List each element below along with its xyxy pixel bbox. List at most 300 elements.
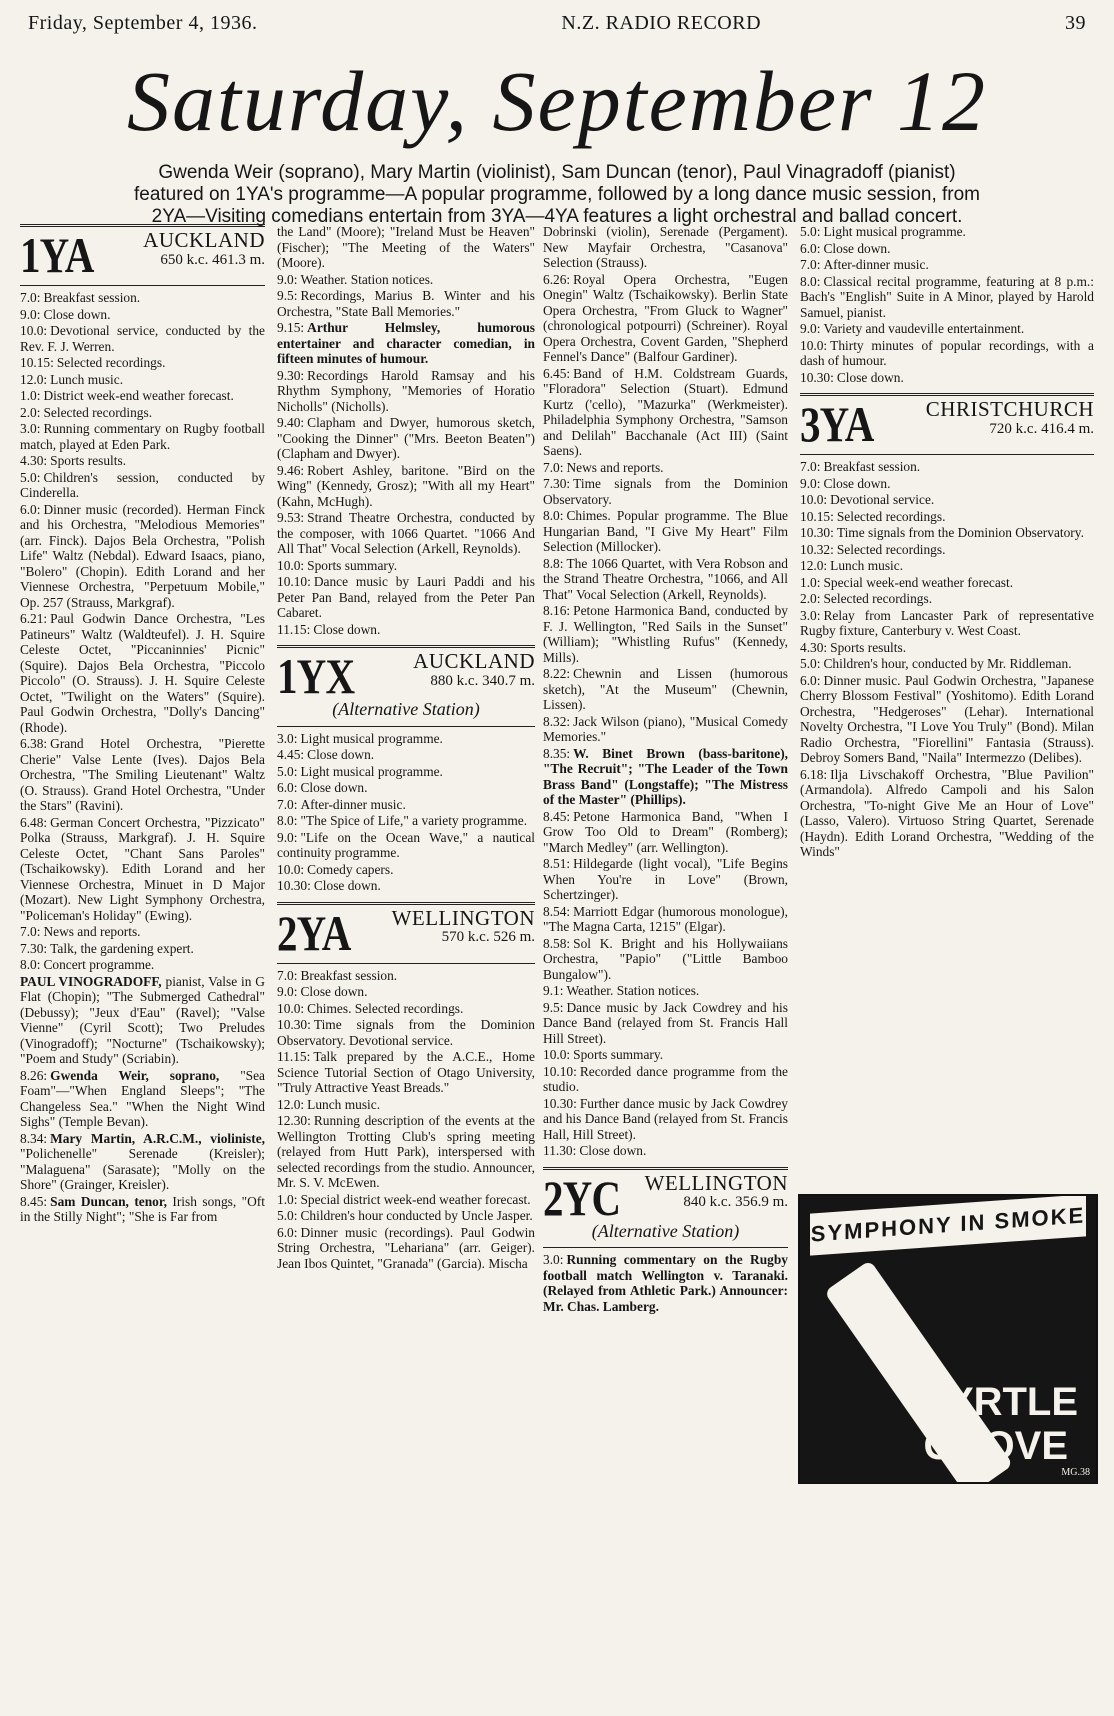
programme-item [277, 368, 535, 415]
programme-item [800, 575, 1094, 591]
programme-time: 10.10: [277, 574, 311, 589]
programme-time: 10.30: [800, 525, 834, 540]
programme-featured: Sam Duncan, tenor, [50, 1193, 167, 1209]
programme-time: 10.0: [543, 1047, 571, 1062]
programme-text: Lunch music. [50, 371, 124, 387]
programme-item [800, 542, 1094, 558]
programme-featured: PAUL VINOGRADOFF, [20, 973, 162, 989]
programme-time: 3.0: [543, 1252, 564, 1267]
programme-text: After-dinner music. [300, 796, 406, 812]
programme-item [543, 460, 788, 476]
programme-item [543, 666, 788, 713]
programme-time: 9.0: [277, 984, 298, 999]
programme-item [20, 1068, 265, 1130]
programme-time: 1.0: [277, 1191, 298, 1207]
programme-item [277, 1192, 535, 1208]
programme-item [277, 320, 535, 367]
programme-text: Strand Theatre Orchestra, conducted by the composer, with 1066 Quartet. "1066 And All That" Vocal Selection (Arkell, Reynolds). [277, 510, 535, 556]
programme-item [543, 936, 788, 983]
programme-item [20, 388, 265, 404]
programme-time: 6.26: [543, 271, 571, 287]
programme-time: 9.46: [277, 462, 305, 478]
programme-time: 5.0: [800, 656, 821, 671]
programme-time: 10.30: [277, 1017, 311, 1032]
programme-text: Talk, the gardening expert. [50, 940, 194, 956]
programme-item [800, 492, 1094, 508]
programme-time: 9.0: [277, 829, 298, 845]
programme-time: 5.0: [277, 763, 298, 779]
station-note: (Alternative Station) [591, 1220, 740, 1241]
programme-text: Close down. [43, 306, 111, 322]
programme-item [800, 656, 1094, 672]
programme-text: Special week-end weather forecast. [823, 574, 1014, 590]
programme-item [20, 1194, 265, 1225]
programme-item [800, 558, 1094, 574]
programme-text: German Concert Orchestra, "Pizzicato" Polka (Strauss, Markgraf). J. H. Squire Celeste Octet, "Chant Sans Paroles" (Tschaikowsky). Edith Lorand and her Viennese Orchestra, Minuet in D Major (Mozart). New Light Symphony Orchestra, "Policeman's Holiday" (Ewing). [20, 814, 265, 923]
programme-item [277, 878, 535, 894]
station-city: WELLINGTON [391, 905, 535, 930]
programme-time: 7.30: [543, 476, 571, 491]
programme-item [543, 476, 788, 507]
programme-text: "The Spice of Life," a variety programme. [300, 813, 528, 828]
programme-item [277, 780, 535, 796]
programme-text: Dinner music. Paul Godwin Orchestra, "Japanese Cherry Blossom Festival" (Yoshitomo). Edith Lorand Orchestra, "Hedgeroses" (Lehar). International Novelty Orchestra, "I Love You Truly" (Bond). Milan Radio Orchestra, "Fiorellini" Fantasia (Strauss). Debroy Somers Band, "Naila" Intermezzo (Delibes). [800, 672, 1094, 765]
programme-time: 6.38: [20, 736, 48, 751]
programme-text: Sports summary. [307, 557, 398, 573]
programme-time: 10.32: [800, 541, 834, 557]
programme-time: 8.0: [543, 508, 564, 523]
programme-text: Chimes. Selected recordings. [307, 1000, 464, 1016]
programme-time: 6.0: [277, 1224, 298, 1240]
programme-featured: Mary Martin, A.R.C.M., violiniste, [50, 1130, 265, 1146]
programme-text: Close down. [300, 984, 368, 999]
programme-item [800, 338, 1094, 369]
programme-text: Sol K. Bright and his Hollywaiians Orchestra, "Papio" ("Little Bamboo Bungalow"). [543, 935, 788, 982]
station-city: AUCKLAND [143, 228, 265, 252]
programme-item [277, 1225, 535, 1272]
divider [800, 454, 1094, 455]
programme-time: 6.45: [543, 365, 571, 381]
programme-time: 12.30: [277, 1113, 311, 1128]
programme-item [543, 1064, 788, 1095]
programme-featured: Running commentary on the Rugby football match Wellington v. Taranaki. (Relayed from Athletic Park.) Announcer: Mr. Chas. Lamberg. [543, 1252, 788, 1314]
programme-time: 6.0: [800, 672, 821, 688]
programme-list-2yc-evening [800, 224, 1094, 385]
programme-text: Dinner music (recorded). Herman Finck and his Orchestra, "Melodious Memories" (arr. Finck). Dajos Bela Orchestra, "Polish Life" Waltz (Nebdal). Edward Isaacs, piano, "Bolero" (Chopin). Edith Lorand and her Viennese Orchestra, "Perpetuum Mobile," Op. 257 (Strauss, Markgraf). [20, 501, 265, 610]
programme-item [20, 736, 265, 814]
ad-code: MG.38 [1061, 1467, 1090, 1478]
programme-item [277, 830, 535, 861]
lede-line: 2YA—Visiting comedians entertain from 3YA—4YA features a light orchestral and ballad concert. [151, 206, 963, 227]
ad-brand-line: GROVE [923, 1424, 1069, 1468]
programme-time: 8.16: [543, 603, 571, 618]
programme-time: 9.0: [20, 306, 41, 322]
programme-item [800, 525, 1094, 541]
programme-text: Recordings, Marius B. Winter and his Orchestra, "State Ball Memories." [277, 288, 535, 319]
programme-time: 2.0: [20, 404, 41, 420]
column-2 [277, 224, 535, 1272]
programme-item [277, 968, 535, 984]
programme-text: Close down. [836, 369, 904, 385]
programme-time: 7.0: [800, 459, 821, 474]
programme-text: Relay from Lancaster Park of representative Rugby fixture, Canterbury v. West Coast. [800, 607, 1094, 638]
programme-text: Royal Opera Orchestra, "Eugen Onegin" Waltz (Tschaikowsky). Berlin State Opera Orchestra, "From Gluck to Wagner" (chronological potpourri) (Schreiner). Royal Opera Orchestra, Covent Garden, "Shepherd Fennel's Dance" (Balfour Gardiner). [543, 271, 788, 364]
station-header-2ya [277, 904, 535, 961]
programme-time: 5.0: [20, 469, 41, 485]
programme-item [277, 731, 535, 747]
programme-item [800, 476, 1094, 492]
programme-time: 6.0: [20, 501, 41, 517]
divider [543, 1247, 788, 1248]
programme-item [277, 415, 535, 462]
programme-text: Running commentary on Rugby football match, played at Eden Park. [20, 421, 265, 452]
programme-list-1ya [20, 290, 265, 1225]
programme-time: 7.0: [800, 257, 821, 272]
programme-time: 10.0: [800, 492, 828, 507]
programme-time: 10.10: [543, 1063, 577, 1079]
programme-text: Special district week-end weather forecast. [300, 1191, 531, 1207]
programme-time: 10.15: [20, 355, 54, 370]
programme-item [800, 591, 1094, 607]
programme-time: 8.8: [543, 555, 564, 571]
programme-text: News and reports. [566, 459, 664, 475]
programme-text: "Polichenelle" Serenade (Kreisler); "Malaguena" (Sarasate); "Molly on the Shore" (Grainger, Kreisler). [20, 1146, 265, 1192]
programme-text: Jack Wilson (piano), "Musical Comedy Memories." [543, 713, 788, 744]
programme-text: Concert programme. [43, 957, 155, 972]
programme-text: Light musical programme. [300, 730, 443, 746]
programme-text: Weather. Station notices. [300, 271, 434, 287]
programme-item [277, 747, 535, 763]
programme-featured: Gwenda Weir, soprano, [50, 1067, 220, 1083]
programme-item [277, 764, 535, 780]
programme-item [277, 224, 535, 271]
programme-time: 10.15: [800, 508, 834, 524]
programme-item [20, 611, 265, 735]
programme-text: Lunch music. [307, 1096, 381, 1112]
programme-item [277, 1208, 535, 1224]
programme-text: Time signals from the Dominion Observatory. Devotional service. [277, 1017, 535, 1048]
programme-time: 9.53: [277, 510, 305, 525]
call-sign: 2YC [543, 1169, 621, 1226]
programme-time: 8.0: [20, 957, 41, 972]
programme-text: Time signals from the Dominion Observatory. [836, 525, 1084, 540]
column-4 [800, 224, 1094, 861]
programme-time: 10.0: [277, 1000, 305, 1016]
programme-item [543, 809, 788, 856]
programme-time: 5.0: [800, 224, 821, 239]
programme-text: Further dance music by Jack Cowdrey and his Dance Band (relayed from St. Francis Hall, Hill Street). [543, 1095, 788, 1142]
programme-item [20, 421, 265, 452]
divider [277, 963, 535, 964]
programme-text: Light musical programme. [300, 763, 443, 779]
station-header-1yx [277, 648, 535, 704]
programme-text: Dinner music (recordings). Paul Godwin String Orchestra, "Lehariana" (arr. Geiger). Jean Ibos Quintet, "Granada" (Garcia). Mischa [277, 1224, 535, 1271]
programme-time: 9.1: [543, 983, 564, 998]
programme-time: 9.0: [277, 271, 298, 287]
programme-item [543, 556, 788, 603]
programme-time: 9.0: [800, 475, 821, 491]
programme-text: Grand Hotel Orchestra, "Pierette Cherie" Valse Lente (Ives). Dajos Bela Orchestra, "The Smiling Lieutenant" Waltz (O. Strauss). Grand Hotel Orchestra, "Under the Stars" (Ravini). [20, 736, 265, 813]
programme-text: Petone Harmonica Band, conducted by F. J. Wellington, "Red Sails in the Sunset" (William); "Whistling Rufus" (Kennedy, Mills). [543, 603, 788, 665]
programme-time: 6.21: [20, 611, 48, 626]
programme-featured: Arthur Helmsley, humorous entertainer and character comedian, in fifteen minutes of humour. [277, 320, 535, 366]
programme-text: pianist, Valse in G Flat (Chopin); "The Submerged Cathedral" (Debussy); "Jeux d'Eau" (Ravel); "Valse Vienne" (Cyril Scott); Two Preludes (Vinogradoff); "Nocturne" (Tschaikowsky); "Poem and Study" (Scriabin). [20, 973, 265, 1066]
programme-text: Selected recordings. [823, 591, 933, 606]
programme-item [277, 558, 535, 574]
station-city: AUCKLAND [413, 649, 535, 673]
programme-item [20, 815, 265, 924]
programme-item [20, 355, 265, 371]
programme-text: Selected recordings. [56, 355, 166, 370]
station-note: (Alternative Station) [332, 699, 480, 719]
programme-text: the Land" (Moore); "Ireland Must be Heaven" (Fischer); "The Meeting of the Waters" (Moore). [277, 224, 535, 270]
programme-item [277, 984, 535, 1000]
programme-text: Close down. [300, 780, 368, 795]
programme-item [800, 673, 1094, 766]
programme-time: 12.0: [20, 371, 48, 387]
programme-text: Close down. [307, 747, 375, 762]
programme-item [800, 370, 1094, 386]
programme-time: 8.26: [20, 1067, 48, 1083]
programme-text: The 1066 Quartet, with Vera Robson and the Strand Theatre Orchestra, "1066, and All That" Vocal Selection (Arkell, Reynolds). [543, 555, 788, 602]
advertisement-myrtle-grove [798, 1194, 1098, 1484]
programme-time: 8.0: [277, 813, 298, 828]
programme-item [800, 509, 1094, 525]
programme-time: 11.15: [277, 1049, 311, 1064]
programme-list-2ya [277, 968, 535, 1272]
programme-text: Running description of the events at the Wellington Trotting Club's spring meeting (relayed from Hutt Park), interspersed with selected recordings from the studio. Announcer, Mr. S. V. McEwen. [277, 1113, 535, 1190]
programme-text: Band of H.M. Coldstream Guards, "Floradora" Selection (Stuart). Edmund Kurtz ('cello), "Mazurka" (Werkmeister). Philadelphia Symphony Orchestra, "Samson and Delilah" Bacchanale (Act III) (Saint Saens). [543, 365, 788, 458]
programme-text: Close down. [823, 240, 891, 256]
programme-item [800, 274, 1094, 321]
call-sign: 2YA [277, 904, 351, 961]
ad-brand-line: MYRTLE [913, 1380, 1078, 1424]
programme-time: 7.0: [20, 290, 41, 305]
programme-item [20, 372, 265, 388]
programme-time: 8.34: [20, 1130, 48, 1146]
programme-time: 7.0: [20, 924, 41, 939]
programme-text: Chewnin and Lissen (humorous sketch), "At the Museum" (Chewnin, Lissen). [543, 666, 788, 712]
programme-item [543, 1096, 788, 1143]
programme-time: 9.5: [543, 999, 564, 1015]
programme-item [20, 924, 265, 940]
programme-text: After-dinner music. [823, 257, 929, 272]
call-sign: 1YX [277, 648, 355, 704]
programme-time: 8.51: [543, 856, 571, 871]
programme-time: 8.22: [543, 666, 571, 681]
programme-item [20, 453, 265, 469]
station-city: WELLINGTON [644, 1170, 788, 1195]
programme-time: 10.30: [277, 878, 311, 893]
programme-time: 3.0: [277, 730, 298, 746]
programme-time: 8.35: [543, 745, 571, 761]
page-number: 39 [1064, 12, 1086, 34]
lede [36, 162, 1078, 228]
programme-item [543, 904, 788, 935]
programme-item [277, 813, 535, 829]
programme-text: Hildegarde (light vocal), "Life Begins When You're in Love" (Brown, Schertzinger). [543, 856, 788, 902]
programme-text: News and reports. [43, 924, 141, 939]
programme-item [800, 321, 1094, 337]
programme-item [543, 603, 788, 665]
programme-text: Light musical programme. [823, 224, 966, 239]
programme-text: Lunch music. [830, 558, 904, 573]
programme-list-1ya-continued [277, 224, 535, 637]
programme-text: Children's hour conducted by Uncle Jasper. [300, 1208, 533, 1223]
programme-item [277, 1049, 535, 1096]
programme-item [20, 502, 265, 611]
programme-text: Sports results. [830, 639, 907, 655]
programme-time: 6.18: [800, 766, 828, 782]
programme-text: Close down. [823, 475, 891, 491]
programme-text: Children's hour, conducted by Mr. Riddleman. [823, 656, 1072, 671]
programme-text: Classical recital programme, featuring at 8 p.m.: Bach's "English" Suite in A Minor, played by Harold Samuel, pianist. [800, 273, 1094, 320]
column-1 [20, 224, 265, 1226]
programme-time: 10.30: [543, 1095, 577, 1111]
programme-time: 10.0: [20, 323, 48, 338]
programme-item [543, 272, 788, 365]
programme-item [543, 508, 788, 555]
programme-text: Selected recordings. [836, 508, 946, 524]
programme-item [277, 1017, 535, 1048]
programme-text: Close down. [579, 1143, 647, 1158]
programme-item [277, 1097, 535, 1113]
station-frequency: 720 k.c. 416.4 m. [989, 420, 1094, 437]
programme-text: Ilja Livschakoff Orchestra, "Blue Pavilion" (Armandola). Alfredo Campoli and his Salon Orchestra, "To-night Give Me an Hour of Love" (Lasso, Valero). Virtuoso String Quartet, Serenade (Haydn). Edith Lorand Orchestra, "Wedding of the Winds" [800, 766, 1094, 859]
programme-item [20, 307, 265, 323]
programme-time: 10.30: [800, 369, 834, 385]
programme-text: Breakfast session. [43, 290, 141, 305]
programme-time: 12.0: [800, 558, 828, 573]
programme-item [543, 714, 788, 745]
programme-text: Dance music by Lauri Paddi and his Peter Pan Band, relayed from the Peter Pan Cabaret. [277, 574, 535, 620]
programme-time: 4.30: [800, 639, 828, 655]
programme-item [277, 622, 535, 638]
programme-text: Variety and vaudeville entertainment. [823, 321, 1025, 336]
programme-time: 1.0: [20, 388, 41, 403]
programme-item [277, 574, 535, 621]
programme-item [277, 510, 535, 557]
programme-text: Thirty minutes of popular recordings, with a dash of humour. [800, 337, 1094, 368]
programme-text: Comedy capers. [307, 861, 394, 877]
programme-text: Irish songs, "Oft in the Stilly Night"; "She is Far from [20, 1193, 265, 1224]
programme-time: 3.0: [20, 421, 41, 436]
programme-list-2yc [543, 1252, 788, 1314]
lede-line: featured on 1YA's programme—A popular programme, followed by a long dance music session, from [133, 184, 981, 205]
programme-time: 8.45: [20, 1193, 48, 1209]
programme-item [800, 767, 1094, 860]
programme-item [277, 463, 535, 510]
programme-time: 8.0: [800, 273, 821, 289]
call-sign: 3YA [800, 396, 874, 452]
programme-text: Sports results. [50, 453, 127, 468]
programme-text: Sports summary. [573, 1047, 664, 1062]
station-frequency: 880 k.c. 340.7 m. [430, 672, 535, 689]
programme-item [543, 746, 788, 808]
divider [277, 726, 535, 727]
programme-text: Selected recordings. [43, 404, 153, 420]
programme-item [277, 797, 535, 813]
programme-text: Paul Godwin Dance Orchestra, "Les Patineurs" Waltz (Waldteufel). J. H. Squire Celeste Octet, "Piccaninnies' Picnic" (Squire). Dajos Bela Orchestra, "Piccolo Piccolo" (O. Strauss). J. H. Squire Celeste Octet, "Twilight on the Waters" (Squire). Paul Godwin Orchestra, "Dolly's Dancing" (Rhode). [20, 611, 265, 735]
programme-item [800, 459, 1094, 475]
programme-time: 7.0: [543, 459, 564, 475]
programme-time: 7.0: [277, 796, 298, 812]
programme-time: 3.0: [800, 607, 821, 623]
programme-time: 8.45: [543, 808, 571, 824]
divider [20, 285, 265, 286]
programme-time: 1.0: [800, 574, 821, 590]
programme-time: 9.30: [277, 367, 305, 383]
programme-list-3ya [800, 459, 1094, 860]
programme-item [543, 366, 788, 459]
programme-text: Devotional service, conducted by the Rev. F. J. Werren. [20, 323, 265, 354]
ad-brand [914, 1380, 1078, 1468]
programme-text: Devotional service. [830, 492, 935, 507]
programme-text: Recordings Harold Ramsay and his Rhythm Symphony, "Memories of Horatio Nicholls" (Nicholls). [277, 367, 535, 414]
programme-item [800, 224, 1094, 240]
programme-item [543, 983, 788, 999]
station-frequency: 650 k.c. 461.3 m. [160, 251, 265, 268]
programme-item [800, 608, 1094, 639]
programme-item [543, 856, 788, 903]
ad-tagline: SYMPHONY IN SMOKE [810, 1194, 1086, 1255]
programme-text: Close down. [313, 621, 381, 637]
programme-text: Clapham and Dwyer, humorous sketch, "Cooking the Dinner" ("Mrs. Beeton Beaten") (Clapham and Dwyer). [277, 415, 535, 461]
page-header [28, 12, 1086, 42]
programme-time: 5.0: [277, 1208, 298, 1223]
station-city: CHRISTCHURCH [925, 397, 1094, 421]
programme-item [543, 1047, 788, 1063]
programme-time: 11.15: [277, 621, 311, 637]
programme-text: District week-end weather forecast. [43, 388, 234, 403]
programme-time: 9.15: [277, 320, 305, 335]
programme-item [800, 640, 1094, 656]
programme-time: 12.0: [277, 1096, 305, 1112]
programme-text: Recorded dance programme from the studio. [543, 1063, 788, 1094]
programme-item [20, 1131, 265, 1193]
programme-item [543, 1000, 788, 1047]
programme-text: Talk prepared by the A.C.E., Home Science Tutorial Section of Otago University, "Truly Attractive Yeast Breads." [277, 1049, 535, 1095]
programme-item [277, 272, 535, 288]
issue-date: Friday, September 4, 1936. [28, 12, 258, 34]
programme-text: Petone Harmonica Band, "When I Grow Too Old to Dream" (Romberg); "March Medley" (arr. Wellington). [543, 808, 788, 855]
programme-time: 11.30: [543, 1143, 577, 1158]
programme-time: 6.48: [20, 814, 48, 830]
programme-text: Children's session, conducted by Cinderella. [20, 469, 265, 500]
programme-item [277, 288, 535, 319]
column-3 [543, 224, 788, 1315]
programme-time: 6.0: [277, 780, 298, 795]
programme-item [20, 405, 265, 421]
programme-time: 10.0: [277, 861, 305, 877]
programme-time: 4.30: [20, 453, 48, 468]
programme-time: 4.45: [277, 747, 305, 762]
programme-time: 9.0: [800, 321, 821, 336]
programme-text: Breakfast session. [823, 459, 921, 474]
programme-text: Weather. Station notices. [566, 983, 700, 998]
programme-time: 8.58: [543, 935, 571, 951]
programme-item [277, 1113, 535, 1191]
publication-name: N.Z. RADIO RECORD [561, 12, 762, 34]
programme-item [20, 290, 265, 306]
programme-item [20, 974, 265, 1067]
programme-time: 7.0: [277, 967, 298, 983]
lede-line: Gwenda Weir (soprano), Mary Martin (violinist), Sam Duncan (tenor), Paul Vinagradoff (pianist) [158, 162, 956, 183]
programme-time: 9.40: [277, 415, 305, 430]
programme-text: Selected recordings. [836, 541, 946, 557]
programme-text: Breakfast session. [300, 967, 398, 983]
programme-text: Chimes. Popular programme. The Blue Hungarian Band, "I Give My Heart" Film Selection (Millocker). [543, 508, 788, 554]
